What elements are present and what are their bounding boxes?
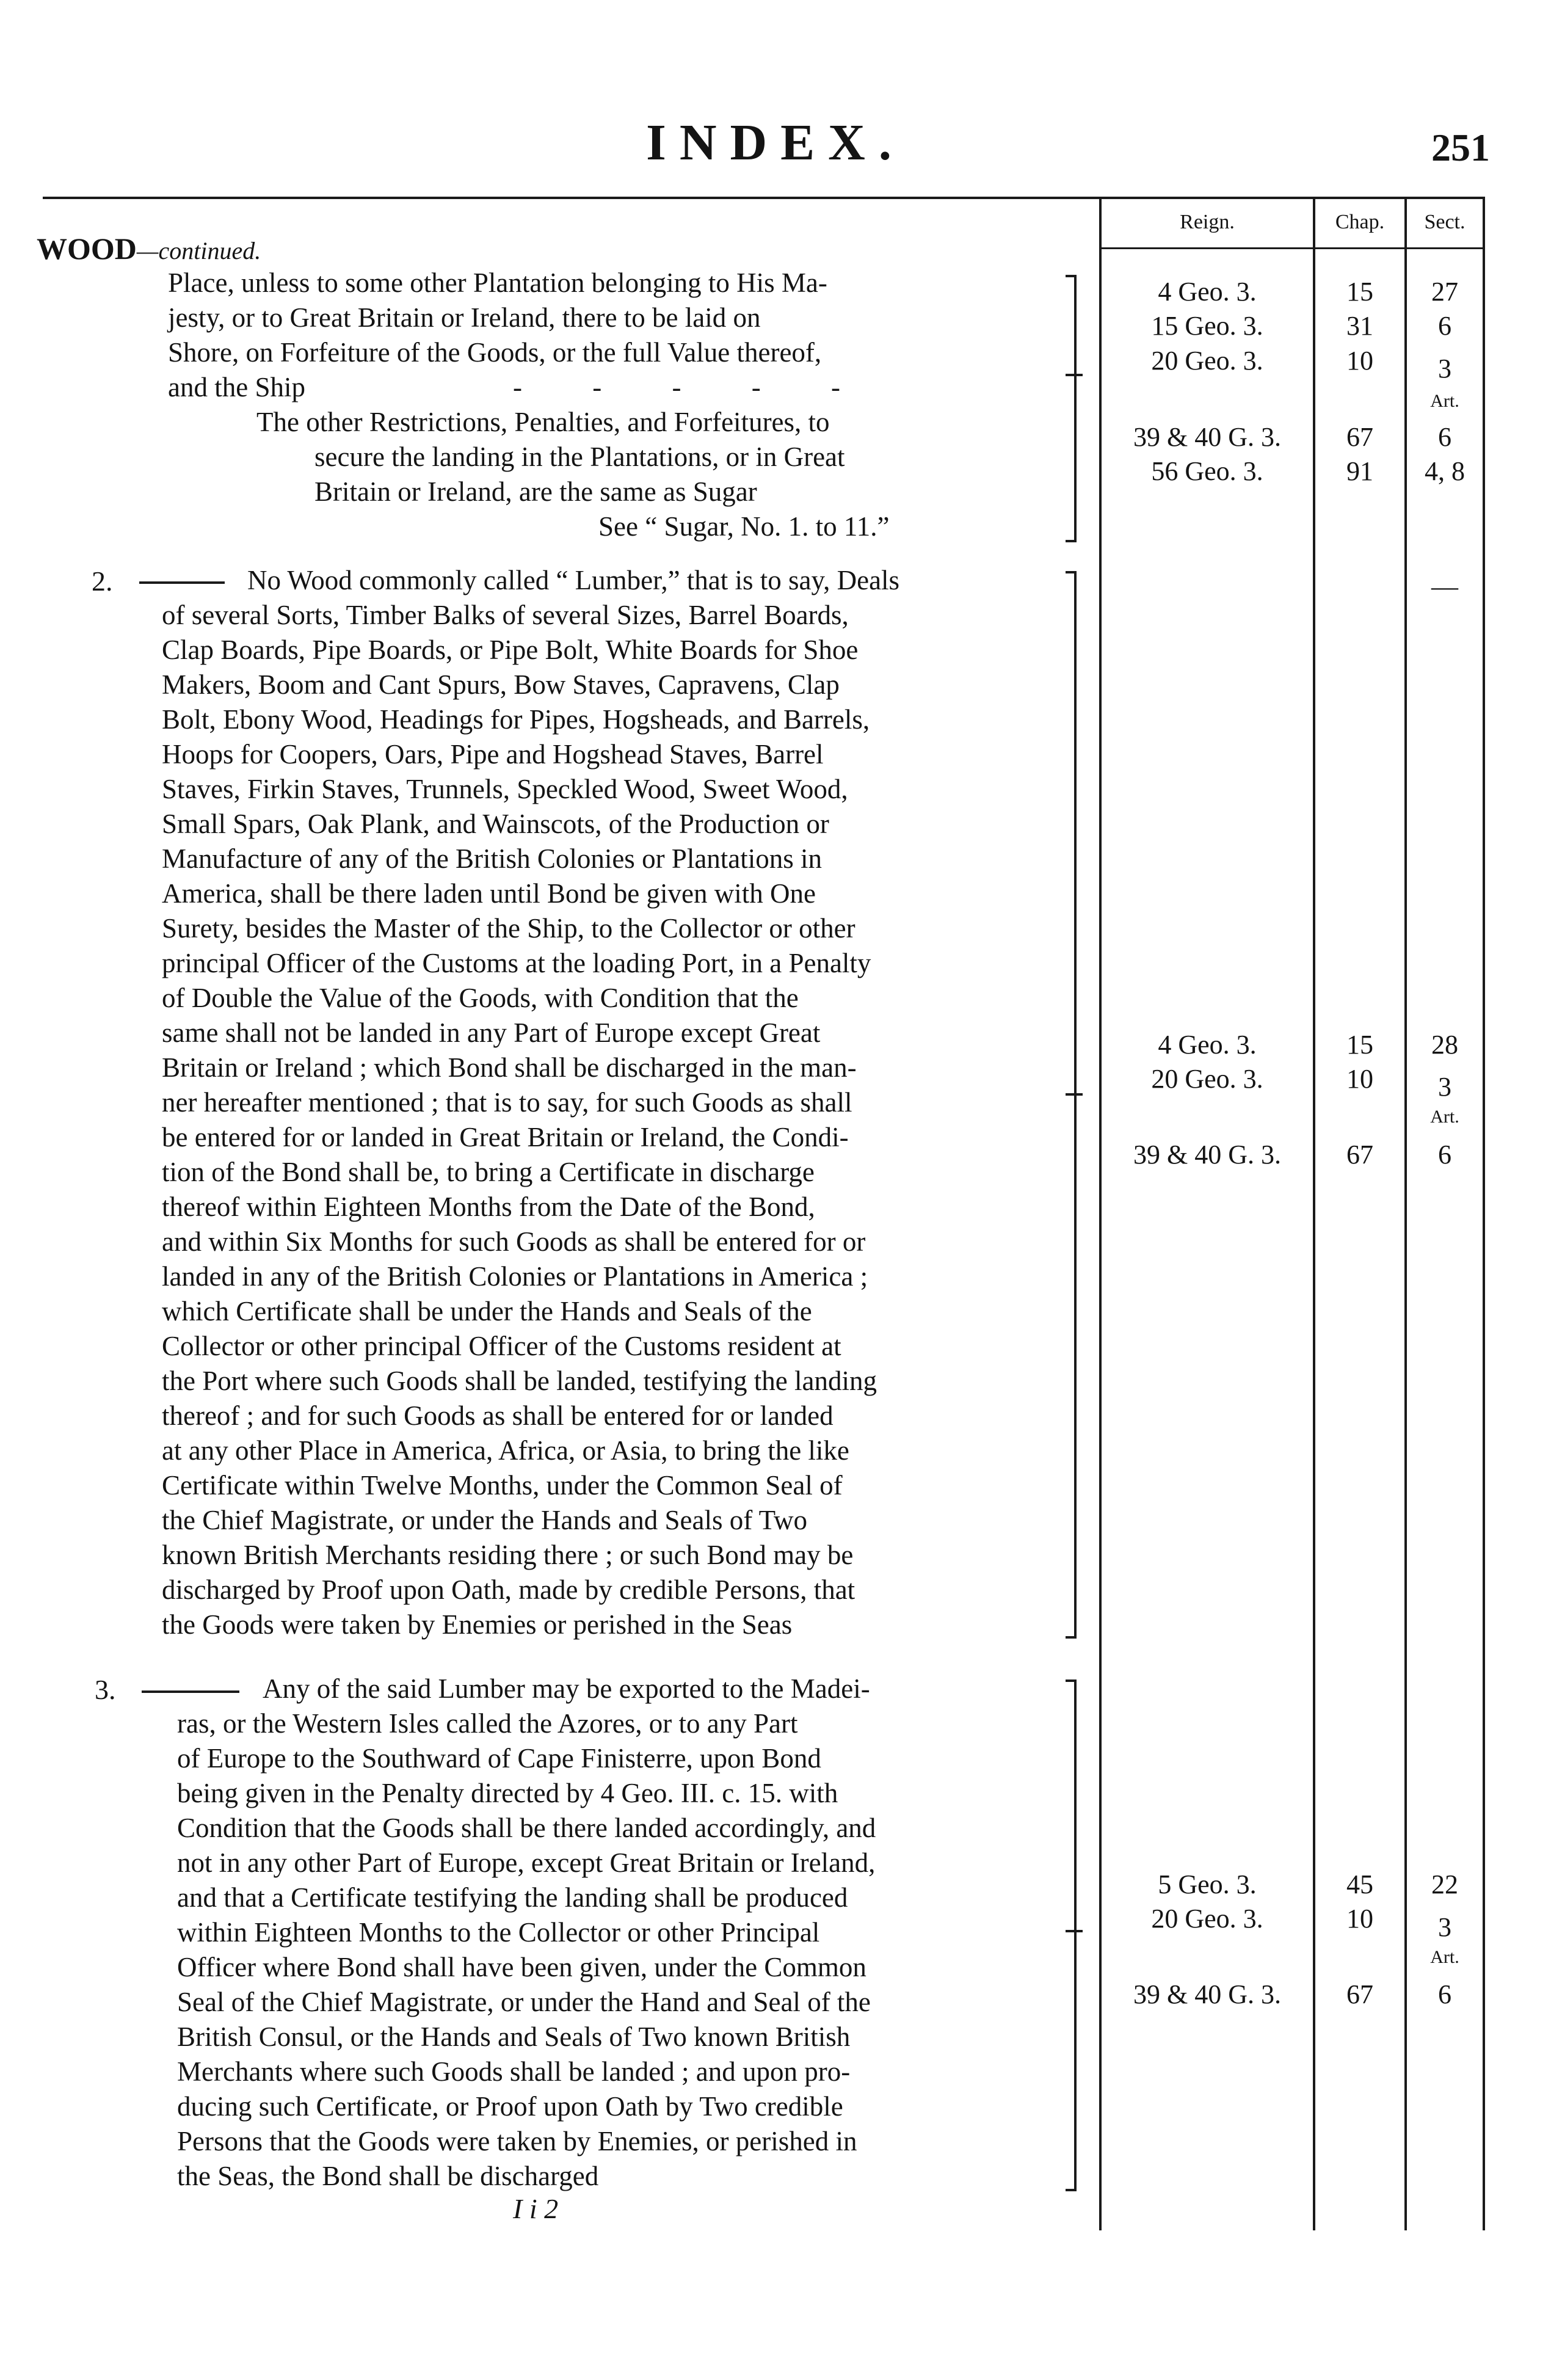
entry1-ref-reign: 15 Geo. 3. <box>1151 311 1263 341</box>
entry1-ref-reign: 39 & 40 G. 3. <box>1133 422 1281 452</box>
entry1-ref-sect: 6 <box>1438 422 1451 452</box>
entry3-line: Any of the said Lumber may be exported to the Madei- <box>263 1673 870 1704</box>
entry2-ref-sect: 6 <box>1438 1140 1451 1170</box>
entry2-ref-reign: 20 Geo. 3. <box>1151 1064 1263 1094</box>
entry2-dash-rule <box>139 581 225 584</box>
entry1-bracket <box>1066 275 1077 542</box>
entry3-art-label: Art. <box>1430 1947 1459 1967</box>
entry2-line: No Wood commonly called “ Lumber,” that is to say, Deals <box>247 565 900 595</box>
entry3-line: being given in the Penalty directed by 4 Geo. III. c. 15. with <box>177 1778 838 1808</box>
entry1-line: Place, unless to some other Plantation belonging to His Ma- <box>168 267 827 298</box>
entry3-line: the Seas, the Bond shall be discharged <box>177 2161 599 2191</box>
column-header-sect: Sect. <box>1424 211 1466 233</box>
entry2-line: Manufacture of any of the British Colonies or Plantations in <box>162 843 823 874</box>
entry2-line: Britain or Ireland ; which Bond shall be discharged in the man- <box>162 1052 857 1083</box>
entry2-line: Hoops for Coopers, Oars, Pipe and Hogshead Staves, Barrel <box>162 739 824 770</box>
entry1-ref-sect: 4, 8 <box>1425 456 1465 486</box>
entry3-ref-reign: 20 Geo. 3. <box>1151 1904 1263 1934</box>
heading-continued: —continued. <box>136 237 261 264</box>
entry1-ref-chap: 67 <box>1346 422 1373 452</box>
entry2-line: the Goods were taken by Enemies or perished in the Seas <box>162 1609 793 1640</box>
entry2-line: at any other Place in America, Africa, or Asia, to bring the like <box>162 1435 849 1466</box>
entry3-line: of Europe to the Southward of Cape Finisterre, upon Bond <box>177 1743 821 1774</box>
signature-mark: I i 2 <box>513 2193 559 2224</box>
entry1-ref-reign: 56 Geo. 3. <box>1151 456 1263 486</box>
entry2-line: tion of the Bond shall be, to bring a Certificate in discharge <box>162 1157 815 1187</box>
heading-word: WOOD <box>37 231 137 266</box>
entry2-line: Makers, Boom and Cant Spurs, Bow Staves, Capravens, Clap <box>162 669 840 700</box>
entry1-art-label: Art. <box>1430 391 1459 411</box>
entry2-ref-chap: 10 <box>1346 1064 1373 1094</box>
entry2-ref-sect: 28 <box>1431 1030 1458 1060</box>
entry1-ref-chap: 91 <box>1346 456 1373 486</box>
entry1-ref-chap: 31 <box>1346 311 1373 341</box>
entry2-line: America, shall be there laden until Bond be given with One <box>162 878 816 909</box>
entry3-line: within Eighteen Months to the Collector or other Principal <box>177 1917 820 1948</box>
entry1-ref-chap: 10 <box>1346 346 1373 376</box>
entry2-line: of Double the Value of the Goods, with Condition that the <box>162 983 799 1013</box>
entry2-line: Staves, Firkin Staves, Trunnels, Speckled Wood, Sweet Wood, <box>162 774 848 804</box>
entry2-line: the Port where such Goods shall be landed, testifying the landing <box>162 1366 877 1396</box>
entry2-line: principal Officer of the Customs at the loading Port, in a Penalty <box>162 948 871 978</box>
entry2-line: landed in any of the British Colonies or Plantations in America ; <box>162 1261 868 1292</box>
page-title: INDEX. <box>646 114 905 171</box>
entry3-bracket <box>1066 1679 1077 2191</box>
entry2-line: of several Sorts, Timber Balks of several Sizes, Barrel Boards, <box>162 600 849 630</box>
entry1-brace <box>1066 374 1083 376</box>
entry1-line: and the Ship <box>168 372 305 402</box>
entry2-line: Certificate within Twelve Months, under the Common Seal of <box>162 1470 843 1501</box>
entry3-number: 3. <box>95 1674 116 1705</box>
entry2-art-label: Art. <box>1430 1107 1459 1127</box>
entry2-line: Surety, besides the Master of the Ship, to the Collector or other <box>162 913 855 944</box>
entry2-line: Bolt, Ebony Wood, Headings for Pipes, Hogsheads, and Barrels, <box>162 704 870 735</box>
entry2-line: known British Merchants residing there ; or such Bond may be <box>162 1540 854 1570</box>
entry1-line: Britain or Ireland, are the same as Sugar <box>314 476 757 507</box>
entry3-line: not in any other Part of Europe, except Great Britain or Ireland, <box>177 1847 876 1878</box>
entry3-ref-reign: 39 & 40 G. 3. <box>1133 1979 1281 2009</box>
entry2-line: be entered for or landed in Great Britain or Ireland, the Condi- <box>162 1122 849 1152</box>
entry3-line: and that a Certificate testifying the landing shall be produced <box>177 1882 848 1913</box>
entry2-line: discharged by Proof upon Oath, made by credible Persons, that <box>162 1574 855 1605</box>
entry2-brace <box>1066 1093 1083 1096</box>
entry1-dashes: - - - - - <box>513 372 872 402</box>
entry3-dash-rule <box>142 1690 239 1693</box>
entry3-ref-chap: 10 <box>1346 1904 1373 1934</box>
page-number: 251 <box>1431 126 1490 169</box>
entry1-line: See “ Sugar, No. 1. to 11.” <box>598 511 890 542</box>
entry3-brace <box>1066 1930 1083 1932</box>
column-header-chap: Chap. <box>1335 211 1385 233</box>
entry3-line: ras, or the Western Isles called the Azores, or to any Part <box>177 1708 798 1739</box>
entry2-ref-reign: 4 Geo. 3. <box>1158 1030 1257 1060</box>
entry3-ref-sect: 3 <box>1438 1912 1451 1942</box>
entry3-ref-chap: 67 <box>1346 1979 1373 2009</box>
entry3-line: Persons that the Goods were taken by Enemies, or perished in <box>177 2126 857 2156</box>
entry3-line: British Consul, or the Hands and Seals of Two known British <box>177 2022 851 2052</box>
entry3-ref-sect: 22 <box>1431 1869 1458 1899</box>
entry1-ref-reign: 20 Geo. 3. <box>1151 346 1263 376</box>
entry2-line: ner hereafter mentioned ; that is to say, for such Goods as shall <box>162 1087 852 1118</box>
entry2-line: thereof within Eighteen Months from the Date of the Bond, <box>162 1192 815 1222</box>
entry2-ref-reign: 39 & 40 G. 3. <box>1133 1140 1281 1170</box>
entry1-line: secure the landing in the Plantations, or in Great <box>314 442 845 472</box>
entry2-bracket <box>1066 571 1077 1639</box>
entry3-ref-sect: 6 <box>1438 1979 1451 2009</box>
entry2-ref-sect: 3 <box>1438 1072 1451 1102</box>
entry1-ref-sect: 27 <box>1431 277 1458 307</box>
entry1-line: jesty, or to Great Britain or Ireland, there to be laid on <box>168 302 761 333</box>
entry3-line: Condition that the Goods shall be there landed accordingly, and <box>177 1813 876 1843</box>
entry1-ref-chap: 15 <box>1346 277 1373 307</box>
entry1-line: Shore, on Forfeiture of the Goods, or the full Value thereof, <box>168 337 822 368</box>
entry2-line: the Chief Magistrate, or under the Hands and Seals of Two <box>162 1505 808 1535</box>
column-rule-right <box>1483 197 1485 2230</box>
entry1-line: The other Restrictions, Penalties, and Forfeitures, to <box>256 407 830 437</box>
entry2-line: Small Spars, Oak Plank, and Wainscots, of the Production or <box>162 809 829 839</box>
entry1-ref-sect: 6 <box>1438 311 1451 341</box>
entry2-line: which Certificate shall be under the Hands and Seals of the <box>162 1296 812 1326</box>
entry1-ref-reign: 4 Geo. 3. <box>1158 277 1257 307</box>
entry2-line: and within Six Months for such Goods as shall be entered for or <box>162 1226 866 1257</box>
entry1-ref-sect: 3 <box>1438 354 1451 384</box>
entry2-ref-chap: 15 <box>1346 1030 1373 1060</box>
entry2-ref-chap: 67 <box>1346 1140 1373 1170</box>
entry2-ref-dash: — <box>1431 572 1458 602</box>
entry-heading <box>37 231 261 266</box>
entry3-ref-chap: 45 <box>1346 1869 1373 1899</box>
entry2-line: same shall not be landed in any Part of Europe except Great <box>162 1017 821 1048</box>
column-header-rule <box>1099 247 1485 249</box>
entry2-line: Collector or other principal Officer of the Customs resident at <box>162 1331 841 1361</box>
entry2-number: 2. <box>92 566 113 597</box>
entry3-line: Merchants where such Goods shall be landed ; and upon pro- <box>177 2056 851 2087</box>
column-header-reign: Reign. <box>1180 211 1235 233</box>
entry3-line: Seal of the Chief Magistrate, or under the Hand and Seal of the <box>177 1987 871 2017</box>
entry2-line: Clap Boards, Pipe Boards, or Pipe Bolt, White Boards for Shoe <box>162 635 859 665</box>
header-rule <box>43 197 1484 199</box>
entry3-ref-reign: 5 Geo. 3. <box>1158 1869 1257 1899</box>
entry3-line: ducing such Certificate, or Proof upon Oath by Two credible <box>177 2091 843 2122</box>
entry3-line: Officer where Bond shall have been given, under the Common <box>177 1952 866 1982</box>
entry2-line: thereof ; and for such Goods as shall be entered for or landed <box>162 1400 834 1431</box>
